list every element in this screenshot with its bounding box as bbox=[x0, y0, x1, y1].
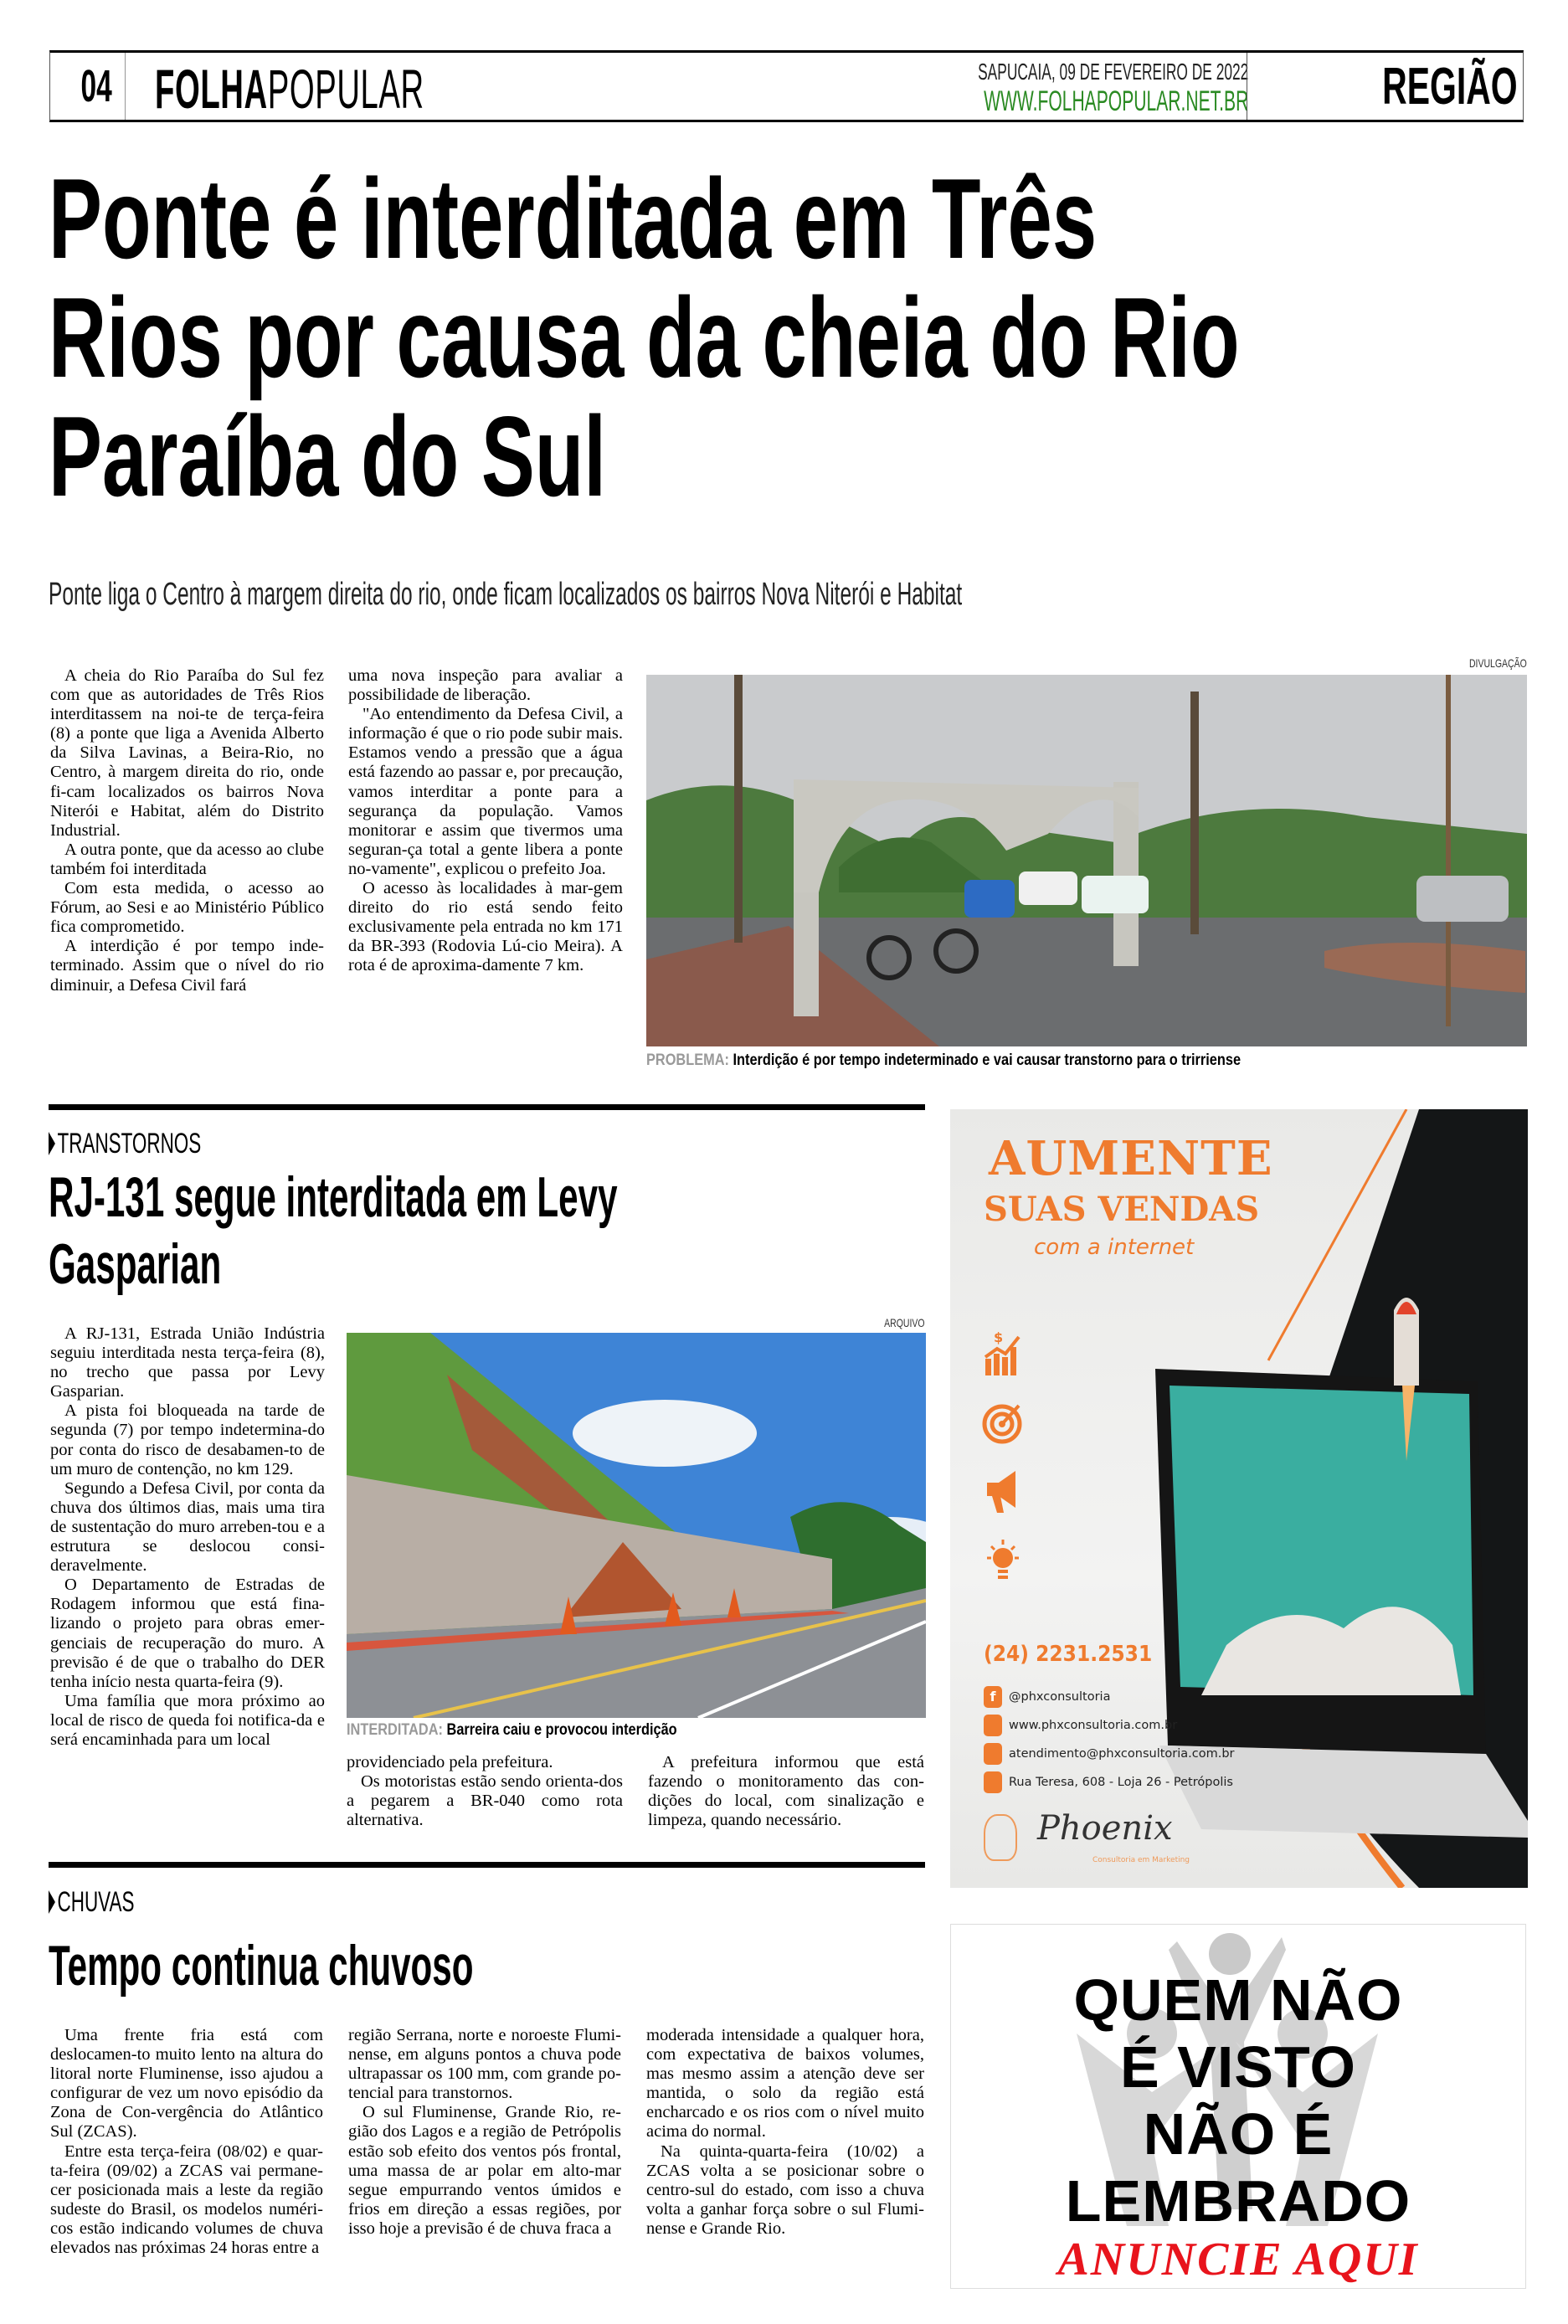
headline-line: Paraíba do Sul bbox=[49, 393, 607, 520]
paragraph: região Serrana, norte e noroeste Flumi-nense, em alguns pontos a chuva pode ultrapassar os 100 mm, com grande po-tencial para transtornos. bbox=[348, 2026, 621, 2103]
ad-contact-item[interactable] bbox=[984, 1768, 1235, 1797]
masthead bbox=[49, 50, 1524, 122]
svg-text:$: $ bbox=[994, 1329, 1004, 1345]
ad-brand: Phoenix bbox=[1037, 1809, 1173, 1848]
contact-text: www.phxconsultoria.com.br bbox=[1009, 1719, 1178, 1732]
section-rule bbox=[49, 1862, 925, 1868]
story2-column-2 bbox=[347, 1753, 623, 1830]
story2-title bbox=[49, 1164, 618, 1298]
title-line: RJ-131 segue interditada em Levy bbox=[49, 1165, 618, 1229]
story3-column-2 bbox=[348, 2026, 621, 2239]
paragraph: uma nova inspeção para avaliar a possibilidade de liberação. bbox=[348, 666, 623, 705]
caption-kicker: INTERDITADA: bbox=[347, 1721, 443, 1739]
paragraph: Uma frente fria está com deslocamen-to muito lento na altura do litoral norte Fluminense, isso ajudou a configurar de vez um novo episódio da Zona de Con-vergência do Atlântico Sul (ZCAS). bbox=[50, 2026, 323, 2141]
paragraph: A cheia do Rio Paraíba do Sul fez com que as autoridades de Três Rios interditassem na noi-te de terça-feira (8) a ponte que liga a Avenida Alberto da Silva Lavinas, a Beira-Rio, no Centro, à margem direita do rio, onde fi-cam localizados os bairros Nova Niterói e Habitat, além do Distrito Industrial. bbox=[50, 666, 324, 840]
photo-credit: DIVULGAÇÃO bbox=[1469, 656, 1527, 670]
caption-text: Barreira caiu e provocou interdição bbox=[446, 1721, 677, 1739]
ad-headline-1: AUMENTE bbox=[989, 1131, 1273, 1186]
story3-title: Tempo continua chuvoso bbox=[49, 1934, 474, 1998]
lead-headline bbox=[49, 155, 1240, 520]
paragraph: Na quinta-quarta-feira (10/02) a ZCAS volta a se posicionar sobre o centro-sul do estado, com isso a chuva volta a ganhar força sobre o sul Flumi-nense e Grande Rio. bbox=[646, 2141, 924, 2238]
section-rule bbox=[49, 1104, 925, 1110]
triangle-bullet-icon bbox=[49, 1132, 55, 1155]
story2-column-1 bbox=[50, 1324, 325, 1750]
ad-headline-2: SUAS VENDAS bbox=[984, 1190, 1260, 1229]
story3-column-1 bbox=[50, 2026, 323, 2258]
triangle-bullet-icon bbox=[49, 1890, 55, 1914]
photo-credit: ARQUIVO bbox=[884, 1316, 925, 1329]
web-icon bbox=[984, 1715, 1002, 1736]
caption-kicker: PROBLEMA: bbox=[646, 1051, 729, 1069]
ad-brand-sub: Consultoria em Marketing bbox=[1092, 1856, 1190, 1864]
story2-column-3 bbox=[648, 1753, 924, 1830]
logo-bold: FOLHA bbox=[155, 58, 268, 120]
road-wall-photo bbox=[347, 1333, 926, 1718]
ad-slogan bbox=[951, 1967, 1525, 2234]
sales-chart-icon bbox=[982, 1329, 1024, 1379]
bridge-photo bbox=[646, 675, 1527, 1046]
lead-column-2 bbox=[348, 666, 623, 976]
website-link[interactable]: WWW.FOLHAPOPULAR.NET.BR bbox=[983, 85, 1248, 117]
paragraph: Com esta medida, o acesso ao Fórum, ao Sesi e ao Ministério Público fica comprometido. bbox=[50, 879, 324, 937]
paragraph: moderada intensidade a qualquer hora, com expectativa de baixos volumes, mas mesmo assim a atenção deve ser mantida, o solo da região está encharcado e os rios com o nível muito acima do normal. bbox=[646, 2026, 924, 2141]
slogan-line: NÃO É bbox=[1143, 2101, 1334, 2167]
ad-contact-item[interactable] bbox=[984, 1740, 1235, 1768]
paragraph: Uma família que mora próximo ao local de risco de queda foi notifica-da e será encaminhada para um local bbox=[50, 1691, 325, 1749]
title-line: Gasparian bbox=[49, 1232, 222, 1296]
headline-line: Ponte é interditada em Três bbox=[49, 155, 1098, 282]
section-tag-chuvas bbox=[49, 1885, 134, 1919]
phoenix-advertisement[interactable] bbox=[950, 1109, 1528, 1888]
section-tag-transtornos bbox=[49, 1127, 201, 1160]
section-tag-label: CHUVAS bbox=[57, 1886, 135, 1918]
paragraph: O acesso às localidades à mar-gem direito do rio está sendo feito exclusivamente pela entrada no km 171 da BR-393 (Rodovia Lú-cio Meira). A rota é de aproxima-damente 7 km. bbox=[348, 879, 623, 975]
dateline: SAPUCAIA, 09 DE FEVEREIRO DE 2022 bbox=[977, 59, 1248, 85]
page-number: 04 bbox=[68, 53, 126, 120]
mail-icon bbox=[984, 1743, 1002, 1765]
lead-deck: Ponte liga o Centro à margem direita do rio, onde ficam localizados os bairros Nova Niterói e Habitat bbox=[49, 577, 963, 612]
paragraph: A pista foi bloqueada na tarde de segunda (7) por tempo indetermina-do por conta do risco de desabamen-to de um muro de contenção, no km 129. bbox=[50, 1401, 325, 1478]
paragraph: A prefeitura informou que está fazendo o monitoramento das con-dições do local, com sinalização e limpeza, quando necessário. bbox=[648, 1753, 924, 1830]
lead-column-1 bbox=[50, 666, 324, 995]
paragraph: O sul Fluminense, Grande Rio, re-gião dos Lagos e a região de Petrópolis estão sob efeito dos ventos pós frontal, uma massa de ar polar em alto-mar segue empurrando ventos úmidos e frios em direção a essas regiões, por isso hoje a previsão é de chuva fraca a bbox=[348, 2103, 621, 2238]
contact-text: Rua Teresa, 608 - Loja 26 - Petrópolis bbox=[1009, 1776, 1233, 1789]
slogan-line: QUEM NÃO bbox=[1073, 1967, 1403, 2033]
target-icon bbox=[982, 1399, 1024, 1446]
facebook-icon: f bbox=[984, 1686, 1002, 1708]
slogan-line: É VISTO bbox=[1120, 2034, 1356, 2100]
ad-cta[interactable]: ANUNCIE AQUI bbox=[1057, 2234, 1419, 2285]
paragraph: providenciado pela prefeitura. bbox=[347, 1753, 553, 1771]
paragraph: A outra ponte, que da acesso ao clube também foi interditada bbox=[50, 840, 324, 878]
ad-contact-item[interactable] bbox=[984, 1683, 1235, 1711]
location-pin-icon bbox=[984, 1771, 1002, 1793]
headline-line: Rios por causa da cheia do Rio bbox=[49, 274, 1240, 401]
anuncie-aqui-advertisement[interactable] bbox=[950, 1924, 1526, 2289]
paragraph: Entre esta terça-feira (08/02) e quar-ta-feira (09/02) a ZCAS vai permane-cer posicionada mais a leste da região sudeste do Brasil, os modelos numéri-cos estão indicando volumes de chuva elevados nas próximas 24 horas entre a bbox=[50, 2141, 323, 2258]
paragraph: Os motoristas estão sendo orienta-dos a pegarem a BR-040 como rota alternativa. bbox=[347, 1772, 623, 1830]
paragraph: A interdição é por tempo inde-terminado. Assim que o nível do rio diminuir, a Defesa Civil fará bbox=[50, 937, 324, 995]
ad-tagline: com a internet bbox=[1034, 1235, 1195, 1260]
phoenix-logo-icon bbox=[984, 1814, 1017, 1861]
section-name: REGIÃO bbox=[1382, 58, 1518, 116]
megaphone-icon bbox=[982, 1466, 1024, 1516]
paragraph: O Departamento de Estradas de Rodagem informou que está fina-lizando o projeto para obras emer-genciais de recuperação do muro. A previsão é de que o trabalho do DER tenha início nesta quarta-feira (9). bbox=[50, 1576, 325, 1691]
newspaper-logo bbox=[155, 59, 424, 118]
photo-caption bbox=[646, 1051, 1241, 1070]
contact-text: atendimento@phxconsultoria.com.br bbox=[1009, 1747, 1235, 1761]
slogan-line: LEMBRADO bbox=[1065, 2168, 1411, 2234]
section-tag-label: TRANSTORNOS bbox=[57, 1128, 202, 1159]
caption-text: Interdição é por tempo indeterminado e vai causar transtorno para o trirriense bbox=[733, 1051, 1242, 1069]
ad-phone[interactable]: (24) 2231.2531 bbox=[984, 1642, 1153, 1667]
masthead-meta bbox=[812, 58, 1248, 116]
paragraph: Segundo a Defesa Civil, por conta da chuva dos últimos dias, mais uma tira de sustentação do muro arreben-tou e a estrutura se deslocou consi-deravelmente. bbox=[50, 1478, 325, 1576]
paragraph: A RJ-131, Estrada União Indústria seguiu interditada nesta terça-feira (8), no trecho que passa por Levy Gasparian. bbox=[50, 1324, 325, 1401]
ad-contact-list bbox=[984, 1683, 1235, 1797]
ad-contact-item[interactable] bbox=[984, 1711, 1235, 1740]
paragraph: "Ao entendimento da Defesa Civil, a informação é que o rio pode subir mais. Estamos vendo a pressão que a água está fazendo ao passar e, por precaução, vamos interditar a ponte para a segurança da população. Vamos monitorar e assim que tivermos uma seguran-ça total a gente libera a ponte no-vamente", explicou o prefeito Joa. bbox=[348, 705, 623, 878]
logo-light: POPULAR bbox=[267, 58, 424, 120]
contact-text: @phxconsultoria bbox=[1009, 1690, 1111, 1704]
lightbulb-icon bbox=[982, 1536, 1024, 1588]
story3-column-3 bbox=[646, 2026, 924, 2239]
photo-caption bbox=[347, 1721, 677, 1740]
